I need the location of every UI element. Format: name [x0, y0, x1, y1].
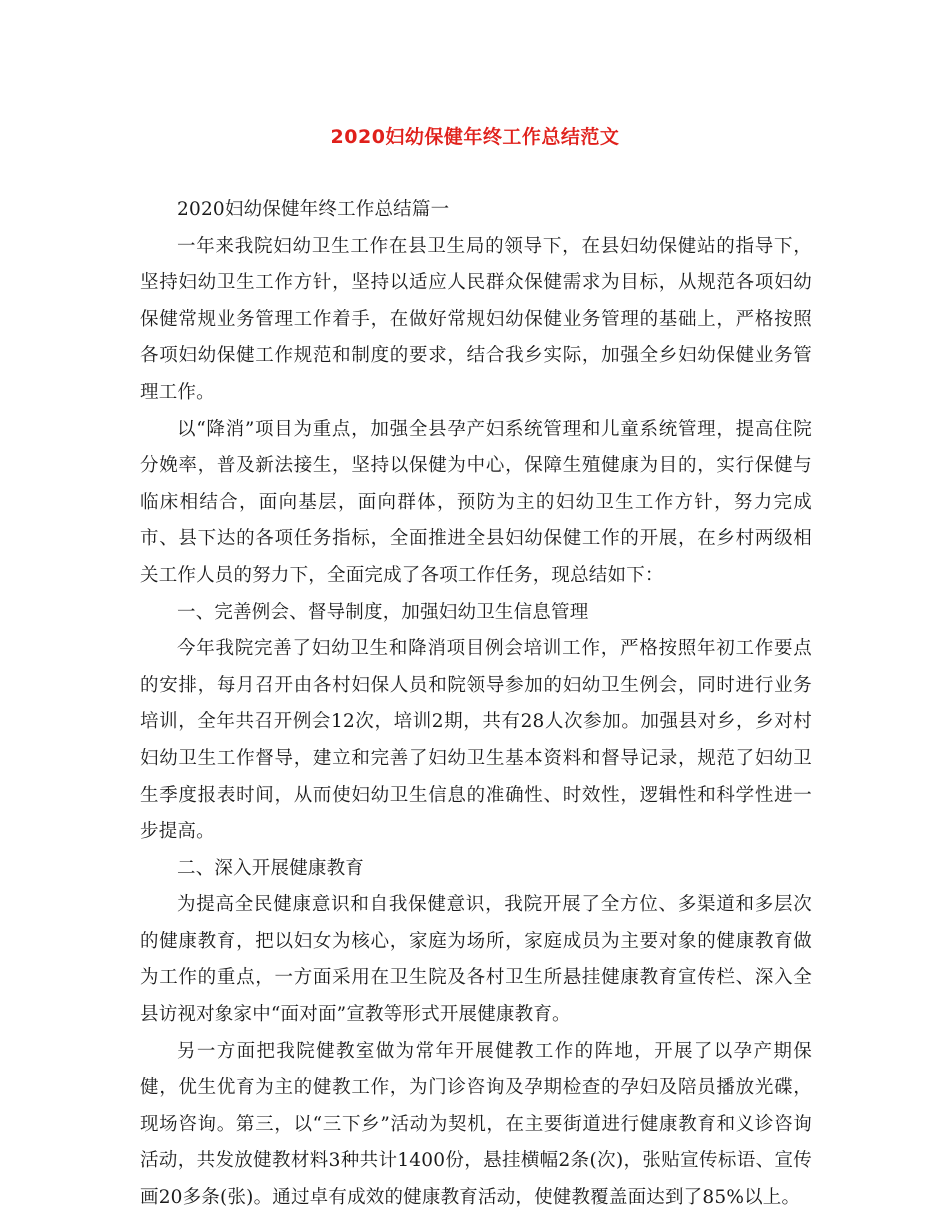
document-title: 2020妇幼保健年终工作总结范文 [330, 126, 620, 148]
section-heading: 二、深入开展健康教育 [177, 857, 365, 879]
paragraph: 为提高全民健康意识和自我保健意识，我院开展了全方位、多渠道和多层次的健康教育，把以妇女为核心，家庭为场所，家庭成员为主要对象的健康教育做为工作的重点，一方面采用在卫生院及各村卫生所悬挂健康教育宣传栏、深入全县访视对象家中“面对面”宣教等形式开展健康教育。 [140, 894, 812, 1026]
paragraph: 另一方面把我院健教室做为常年开展健教工作的阵地，开展了以孕产期保健，优生优育为主的健教工作，为门诊咨询及孕期检查的孕妇及陪员播放光碟，现场咨询。第三，以“三下乡”活动为契机，在主要街道进行健康教育和义诊咨询活动，共发放健教材料3种共计1400份，悬挂横幅2条(次)，张贴宣传标语、宣传画20多条(张)。通过卓有成效的健康教育活动，使健教覆盖面达到了85%以上。 [140, 1040, 813, 1209]
document-body [140, 192, 812, 1217]
section-heading: 一、完善例会、督导制度，加强妇幼卫生信息管理 [177, 601, 589, 623]
paragraph: 以“降消”项目为重点，加强全县孕产妇系统管理和儿童系统管理，提高住院分娩率，普及新法接生，坚持以保健为中心，保障生殖健康为目的，实行保健与临床相结合，面向基层，面向群体，预防为主的妇幼卫生工作方针，努力完成市、县下达的各项任务指标，全面推进全县妇幼保健工作的开展，在乡村两级相关工作人员的努力下，全面完成了各项工作任务，现总结如下： [140, 418, 812, 586]
paragraph: 今年我院完善了妇幼卫生和降消项目例会培训工作，严格按照年初工作要点的安排，每月召开由各村妇保人员和院领导参加的妇幼卫生例会，同时进行业务培训，全年共召开例会12次，培训2期，共有28人次参加。加强县对乡，乡对村妇幼卫生工作督导，建立和完善了妇幼卫生基本资料和督导记录，规范了妇幼卫生季度报表时间，从而使妇幼卫生信息的准确性、时效性，逻辑性和科学性进一步提高。 [140, 638, 812, 843]
paragraph: 一年来我院妇幼卫生工作在县卫生局的领导下，在县妇幼保健站的指导下，坚持妇幼卫生工作方针，坚持以适应人民群众保健需求为目标，从规范各项妇幼保健常规业务管理工作着手，在做好常规妇幼保健业务管理的基础上，严格按照各项妇幼保健工作规范和制度的要求，结合我乡实际，加强全乡妇幼保健业务管理工作。 [140, 235, 812, 403]
section-heading: 2020妇幼保健年终工作总结篇一 [177, 199, 450, 220]
